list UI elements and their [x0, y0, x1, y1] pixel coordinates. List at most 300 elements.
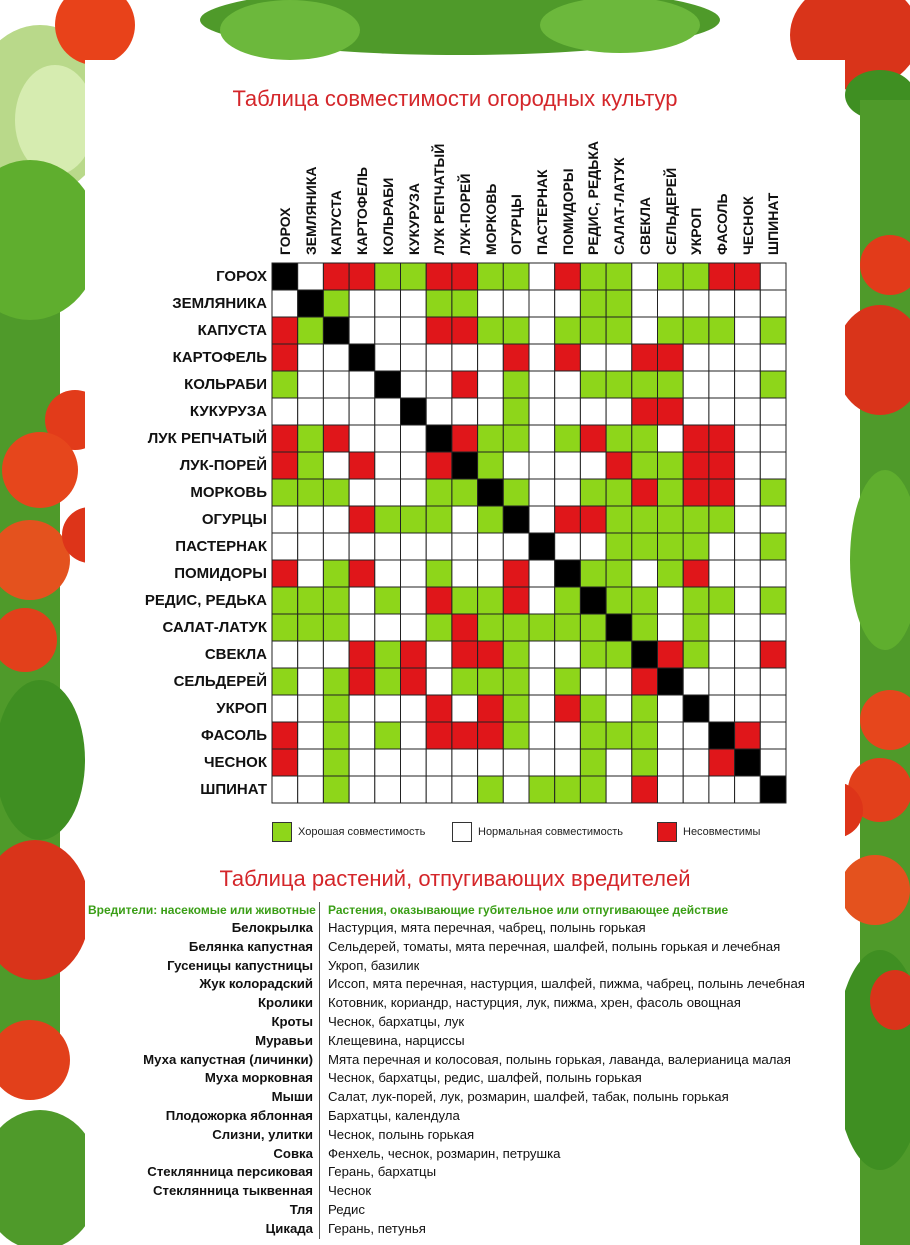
matrix-cell	[529, 344, 555, 371]
matrix-cell	[375, 344, 401, 371]
matrix-cell	[298, 344, 324, 371]
matrix-cell	[426, 695, 452, 722]
matrix-cell	[658, 398, 684, 425]
matrix-cell	[272, 533, 298, 560]
pest-name: Кроты	[88, 1013, 320, 1032]
matrix-cell	[426, 749, 452, 776]
matrix-cell	[349, 533, 375, 560]
matrix-cell	[555, 722, 581, 749]
matrix-cell	[683, 722, 709, 749]
matrix-cell	[272, 506, 298, 533]
matrix-cell	[452, 344, 478, 371]
matrix-cell	[709, 776, 735, 803]
matrix-cell	[580, 506, 606, 533]
matrix-cell	[272, 398, 298, 425]
matrix-cell	[683, 317, 709, 344]
matrix-cell	[735, 290, 761, 317]
matrix-cell	[478, 614, 504, 641]
matrix-cell	[683, 695, 709, 722]
matrix-cell	[426, 452, 452, 479]
matrix-cell	[401, 749, 427, 776]
matrix-cell	[606, 641, 632, 668]
column-label: РЕДИС, РЕДЬКА	[585, 141, 602, 255]
matrix-cell	[272, 452, 298, 479]
matrix-cell	[735, 641, 761, 668]
matrix-cell	[580, 560, 606, 587]
matrix-cell	[529, 506, 555, 533]
matrix-cell	[632, 533, 658, 560]
matrix-cell	[375, 722, 401, 749]
matrix-cell	[632, 317, 658, 344]
matrix-cell	[478, 452, 504, 479]
matrix-cell	[349, 776, 375, 803]
pests-row	[88, 957, 848, 976]
matrix-cell	[401, 641, 427, 668]
matrix-cell	[349, 695, 375, 722]
matrix-cell	[555, 506, 581, 533]
matrix-cell	[401, 506, 427, 533]
matrix-cell	[426, 398, 452, 425]
matrix-cell	[529, 587, 555, 614]
matrix-cell	[529, 695, 555, 722]
matrix-cell	[632, 452, 658, 479]
legend-label-good: Хорошая совместимость	[298, 826, 426, 838]
matrix-cell	[658, 479, 684, 506]
matrix-cell	[606, 317, 632, 344]
matrix-cell	[452, 506, 478, 533]
matrix-cell	[709, 560, 735, 587]
matrix-cell	[298, 371, 324, 398]
matrix-cell	[349, 560, 375, 587]
matrix-cell	[478, 722, 504, 749]
matrix-cell	[298, 533, 324, 560]
matrix-cell	[555, 560, 581, 587]
column-label: ЛУК РЕПЧАТЫЙ	[431, 143, 448, 255]
matrix-cell	[580, 668, 606, 695]
matrix-cell	[632, 506, 658, 533]
matrix-cell	[375, 263, 401, 290]
repellent-plants: Герань, бархатцы	[328, 1164, 437, 1180]
matrix-cell	[426, 263, 452, 290]
matrix-cell	[375, 776, 401, 803]
matrix-cell	[529, 317, 555, 344]
matrix-cell	[606, 479, 632, 506]
matrix-cell	[323, 290, 349, 317]
column-label: ФАСОЛЬ	[713, 193, 730, 255]
matrix-cell	[426, 425, 452, 452]
matrix-cell	[735, 587, 761, 614]
matrix-cell	[452, 722, 478, 749]
matrix-cell	[658, 506, 684, 533]
matrix-cell	[478, 587, 504, 614]
matrix-cell	[401, 479, 427, 506]
matrix-cell	[606, 722, 632, 749]
matrix-cell	[452, 425, 478, 452]
matrix-cell	[401, 668, 427, 695]
matrix-cell	[709, 317, 735, 344]
pests-row	[88, 1201, 848, 1220]
pests-row	[88, 1051, 848, 1070]
matrix-cell	[580, 749, 606, 776]
repellent-plants: Герань, петунья	[328, 1220, 426, 1236]
matrix-cell	[272, 749, 298, 776]
repellent-plants: Котовник, кориандр, настурция, лук, пижма, хрен, фасоль овощная	[328, 995, 741, 1011]
matrix-cell	[709, 533, 735, 560]
matrix-cell	[632, 722, 658, 749]
matrix-cell	[349, 722, 375, 749]
matrix-cell	[683, 506, 709, 533]
matrix-cell	[323, 398, 349, 425]
matrix-cell	[426, 506, 452, 533]
matrix-cell	[375, 533, 401, 560]
matrix-cell	[426, 776, 452, 803]
matrix-cell	[503, 533, 529, 560]
matrix-cell	[478, 776, 504, 803]
pests-row	[88, 1126, 848, 1145]
matrix-cell	[503, 695, 529, 722]
pests-row	[88, 938, 848, 957]
matrix-cell	[760, 776, 786, 803]
matrix-cell	[658, 452, 684, 479]
matrix-cell	[632, 641, 658, 668]
legend-swatch-good	[272, 822, 292, 842]
matrix-cell	[580, 398, 606, 425]
pests-table	[88, 902, 848, 1239]
matrix-cell	[272, 560, 298, 587]
legend-good	[272, 822, 425, 842]
matrix-cell	[555, 614, 581, 641]
matrix-cell	[426, 722, 452, 749]
matrix-cell	[375, 452, 401, 479]
row-label: ПОМИДОРЫ	[174, 565, 267, 582]
matrix-cell	[658, 776, 684, 803]
matrix-cell	[632, 749, 658, 776]
matrix-cell	[401, 290, 427, 317]
row-label: САЛАТ-ЛАТУК	[162, 619, 267, 636]
matrix-cell	[529, 614, 555, 641]
pests-row	[88, 994, 848, 1013]
column-label: ШПИНАТ	[765, 192, 782, 255]
matrix-cell	[401, 425, 427, 452]
matrix-cell	[658, 641, 684, 668]
legend-bad	[657, 822, 760, 842]
matrix-cell	[606, 614, 632, 641]
matrix-cell	[323, 776, 349, 803]
matrix-cell	[298, 587, 324, 614]
matrix-cell	[683, 533, 709, 560]
pests-row	[88, 1013, 848, 1032]
matrix-cell	[606, 290, 632, 317]
matrix-cell	[323, 452, 349, 479]
matrix-cell	[709, 506, 735, 533]
pest-name: Белянка капустная	[88, 938, 320, 957]
matrix-cell	[735, 533, 761, 560]
matrix-cell	[555, 668, 581, 695]
matrix-cell	[529, 371, 555, 398]
matrix-cell	[349, 371, 375, 398]
matrix-cell	[272, 371, 298, 398]
matrix-cell	[272, 776, 298, 803]
matrix-cell	[735, 452, 761, 479]
matrix-cell	[632, 560, 658, 587]
matrix-cell	[298, 722, 324, 749]
matrix-cell	[375, 290, 401, 317]
matrix-cell	[632, 614, 658, 641]
matrix-cell	[632, 587, 658, 614]
column-label: КАРТОФЕЛЬ	[354, 166, 371, 255]
matrix-cell	[298, 614, 324, 641]
matrix-cell	[606, 533, 632, 560]
matrix-cell	[375, 749, 401, 776]
row-label: ФАСОЛЬ	[201, 727, 267, 744]
column-label: ОГУРЦЫ	[508, 194, 525, 255]
row-label: ЛУК РЕПЧАТЫЙ	[147, 430, 267, 447]
matrix-cell	[735, 560, 761, 587]
matrix-cell	[683, 452, 709, 479]
matrix-cell	[580, 587, 606, 614]
matrix-cell	[632, 479, 658, 506]
matrix-cell	[478, 479, 504, 506]
matrix-cell	[298, 506, 324, 533]
matrix-cell	[452, 641, 478, 668]
matrix-cell	[606, 425, 632, 452]
matrix-cell	[375, 479, 401, 506]
matrix-cell	[323, 668, 349, 695]
matrix-cell	[709, 641, 735, 668]
row-label: ШПИНАТ	[200, 781, 267, 798]
pests-header-plants: Растения, оказывающие губительное или отпугивающее действие	[328, 903, 729, 917]
pests-row	[88, 1032, 848, 1051]
matrix-cell	[658, 695, 684, 722]
matrix-cell	[272, 263, 298, 290]
matrix-cell	[735, 614, 761, 641]
matrix-cell	[760, 317, 786, 344]
matrix-cell	[478, 371, 504, 398]
matrix-cell	[349, 587, 375, 614]
matrix-cell	[349, 398, 375, 425]
matrix-cell	[323, 317, 349, 344]
legend-swatch-normal	[452, 822, 472, 842]
matrix-cell	[478, 290, 504, 317]
matrix-cell	[426, 290, 452, 317]
matrix-cell	[529, 776, 555, 803]
matrix-cell	[478, 695, 504, 722]
matrix-cell	[349, 425, 375, 452]
matrix-cell	[709, 452, 735, 479]
matrix-cell	[760, 479, 786, 506]
matrix-cell	[452, 290, 478, 317]
pests-header-pests: Вредители: насекомые или животные	[88, 902, 320, 919]
matrix-cell	[323, 344, 349, 371]
matrix-cell	[683, 425, 709, 452]
matrix-cell	[298, 425, 324, 452]
matrix-cell	[709, 722, 735, 749]
matrix-cell	[683, 371, 709, 398]
legend-swatch-bad	[657, 822, 677, 842]
matrix-cell	[632, 425, 658, 452]
repellent-plants: Чеснок, бархатцы, лук	[328, 1013, 465, 1029]
matrix-cell	[272, 668, 298, 695]
matrix-cell	[503, 587, 529, 614]
matrix-cell	[529, 641, 555, 668]
matrix-cell	[298, 641, 324, 668]
matrix-cell	[606, 344, 632, 371]
matrix-cell	[503, 371, 529, 398]
column-label: ЛУК-ПОРЕЙ	[456, 173, 473, 255]
repellent-plants: Чеснок, бархатцы, редис, шалфей, полынь горькая	[328, 1070, 642, 1086]
matrix-cell	[632, 398, 658, 425]
row-label: РЕДИС, РЕДЬКА	[144, 592, 267, 609]
matrix-cell	[375, 398, 401, 425]
matrix-cell	[452, 614, 478, 641]
matrix-cell	[401, 533, 427, 560]
pests-table-header	[88, 902, 848, 919]
matrix-cell	[709, 398, 735, 425]
matrix-cell	[452, 263, 478, 290]
matrix-cell	[529, 749, 555, 776]
matrix-cell	[298, 776, 324, 803]
matrix-cell	[452, 695, 478, 722]
matrix-cell	[503, 317, 529, 344]
matrix-cell	[709, 614, 735, 641]
repellent-plants: Салат, лук-порей, лук, розмарин, шалфей, табак, полынь горькая	[328, 1089, 729, 1105]
matrix-cell	[298, 695, 324, 722]
matrix-cell	[452, 560, 478, 587]
matrix-cell	[735, 668, 761, 695]
matrix-cell	[452, 776, 478, 803]
matrix-cell	[683, 344, 709, 371]
pests-row	[88, 1088, 848, 1107]
matrix-cell	[452, 317, 478, 344]
matrix-cell	[580, 614, 606, 641]
matrix-cell	[375, 506, 401, 533]
pests-row	[88, 1220, 848, 1239]
pest-name: Слизни, улитки	[88, 1126, 320, 1145]
row-label: КУКУРУЗА	[189, 403, 267, 420]
matrix-cell	[401, 371, 427, 398]
matrix-cell	[709, 263, 735, 290]
pest-name: Муха морковная	[88, 1069, 320, 1088]
matrix-cell	[580, 452, 606, 479]
matrix-cell	[683, 263, 709, 290]
matrix-cell	[323, 722, 349, 749]
matrix-cell	[349, 641, 375, 668]
matrix-cell	[478, 749, 504, 776]
matrix-cell	[401, 587, 427, 614]
matrix-cell	[478, 398, 504, 425]
matrix-cell	[401, 263, 427, 290]
matrix-cell	[760, 614, 786, 641]
matrix-cell	[375, 425, 401, 452]
repellent-plants: Мята перечная и колосовая, полынь горькая, лаванда, валерианица малая	[328, 1051, 791, 1067]
matrix-cell	[658, 560, 684, 587]
matrix-cell	[580, 425, 606, 452]
matrix-cell	[529, 479, 555, 506]
matrix-cell	[401, 398, 427, 425]
matrix-cell	[683, 641, 709, 668]
matrix-cell	[529, 425, 555, 452]
page-title: Таблица совместимости огородных культур	[232, 86, 678, 111]
matrix-cell	[426, 479, 452, 506]
matrix-cell	[580, 479, 606, 506]
matrix-cell	[272, 587, 298, 614]
matrix-cell	[478, 641, 504, 668]
matrix-cell	[452, 398, 478, 425]
matrix-cell	[426, 371, 452, 398]
matrix-cell	[349, 344, 375, 371]
matrix-cell	[478, 560, 504, 587]
matrix-cell	[375, 371, 401, 398]
matrix-cell	[503, 452, 529, 479]
repellent-plants: Чеснок	[328, 1183, 372, 1199]
matrix-cell	[503, 479, 529, 506]
matrix-cell	[606, 749, 632, 776]
legend-label-bad: Несовместимы	[683, 826, 761, 838]
matrix-cell	[683, 479, 709, 506]
matrix-cell	[735, 425, 761, 452]
pests-row	[88, 975, 848, 994]
column-label: ЗЕМЛЯНИКА	[302, 166, 319, 255]
pest-name: Кролики	[88, 994, 320, 1013]
matrix-cell	[401, 317, 427, 344]
matrix-cell	[272, 344, 298, 371]
matrix-cell	[426, 668, 452, 695]
matrix-cell	[452, 533, 478, 560]
matrix-cell	[632, 263, 658, 290]
matrix-cell	[760, 587, 786, 614]
matrix-cell	[760, 668, 786, 695]
matrix-cell	[478, 533, 504, 560]
matrix-cell	[478, 317, 504, 344]
matrix-cell	[606, 776, 632, 803]
matrix-cell	[529, 533, 555, 560]
row-label: КОЛЬРАБИ	[184, 376, 267, 393]
matrix-cell	[375, 587, 401, 614]
matrix-cell	[323, 479, 349, 506]
matrix-cell	[272, 479, 298, 506]
row-label: ПАСТЕРНАК	[175, 538, 267, 555]
matrix-cell	[606, 263, 632, 290]
matrix-cell	[760, 560, 786, 587]
pest-name: Стеклянница персиковая	[88, 1163, 320, 1182]
matrix-cell	[760, 533, 786, 560]
matrix-cell	[555, 641, 581, 668]
matrix-cell	[478, 668, 504, 695]
matrix-cell	[323, 587, 349, 614]
matrix-cell	[760, 290, 786, 317]
matrix-cell	[580, 371, 606, 398]
matrix-cell	[658, 749, 684, 776]
matrix-cell	[683, 560, 709, 587]
matrix-cell	[426, 560, 452, 587]
matrix-cell	[580, 344, 606, 371]
matrix-cell	[555, 398, 581, 425]
matrix-cell	[375, 641, 401, 668]
matrix-cell	[349, 452, 375, 479]
row-label: СЕЛЬДЕРЕЙ	[173, 673, 267, 690]
matrix-cell	[580, 533, 606, 560]
matrix-cell	[349, 290, 375, 317]
matrix-cell	[529, 668, 555, 695]
matrix-cell	[401, 722, 427, 749]
matrix-cell	[606, 668, 632, 695]
matrix-cell	[503, 749, 529, 776]
matrix-cell	[503, 776, 529, 803]
legend-label-normal: Нормальная совместимость	[478, 826, 623, 838]
matrix-cell	[503, 425, 529, 452]
matrix-cell	[503, 614, 529, 641]
column-label: СВЕКЛА	[636, 196, 653, 255]
